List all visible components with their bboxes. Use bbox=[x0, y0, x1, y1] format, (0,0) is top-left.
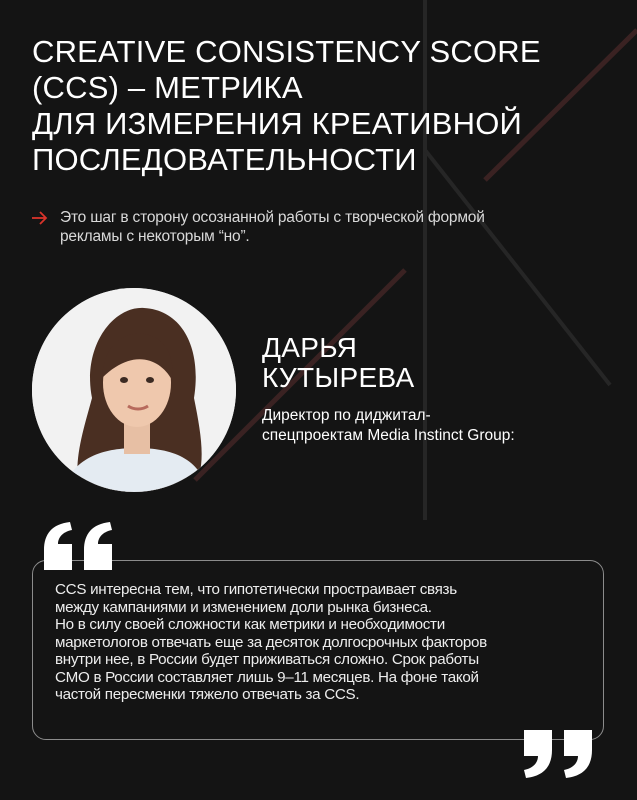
title-line: CREATIVE CONSISTENCY SCORE bbox=[32, 34, 541, 69]
quote-line: Но в силу своей сложности как метрики и необходимости bbox=[55, 616, 445, 633]
title-line: ДЛЯ ИЗМЕРЕНИЯ КРЕАТИВНОЙ bbox=[32, 106, 523, 141]
name-line: КУТЫРЕВА bbox=[262, 362, 415, 393]
person-role bbox=[262, 406, 515, 446]
role-line: спецпроектам Media Instinct Group: bbox=[262, 427, 515, 444]
title-line: (CCS) – МЕТРИКА bbox=[32, 70, 303, 105]
quote-line: CMO в России составляет лишь 9–11 месяцев. На фоне такой bbox=[55, 668, 479, 686]
page-title bbox=[32, 34, 612, 178]
lead-line: Это шаг в сторону осознанной работы с творческой формой bbox=[60, 209, 485, 226]
quote-line: внутри нее, в России будет приживаться сложно. Срок работы bbox=[55, 651, 479, 668]
role-line: Директор по диджитал- bbox=[262, 407, 431, 424]
lead-paragraph bbox=[30, 208, 590, 246]
quote-text bbox=[55, 581, 583, 704]
quote-line: между кампаниями и изменением доли рынка бизнеса. bbox=[55, 598, 432, 616]
title-line: ПОСЛЕДОВАТЕЛЬНОСТИ bbox=[32, 142, 417, 177]
close-quote-icon bbox=[520, 728, 594, 780]
avatar bbox=[32, 288, 236, 492]
quote-line: частой пересменки тяжело отвечать за CCS. bbox=[55, 686, 360, 703]
portrait-illustration bbox=[32, 288, 236, 492]
open-quote-icon bbox=[42, 520, 116, 572]
quote-line: CCS интересна тем, что гипотетически простраивает связь bbox=[55, 581, 457, 598]
lead-text bbox=[60, 208, 485, 246]
arrow-right-icon bbox=[30, 210, 50, 226]
person-name bbox=[262, 333, 414, 393]
quote-line: маркетологов отвечать еще за десяток долгосрочных факторов bbox=[55, 633, 487, 651]
name-line: ДАРЬЯ bbox=[262, 332, 358, 363]
quote-box bbox=[32, 560, 604, 740]
lead-line: рекламы с некоторым “но”. bbox=[60, 228, 250, 245]
